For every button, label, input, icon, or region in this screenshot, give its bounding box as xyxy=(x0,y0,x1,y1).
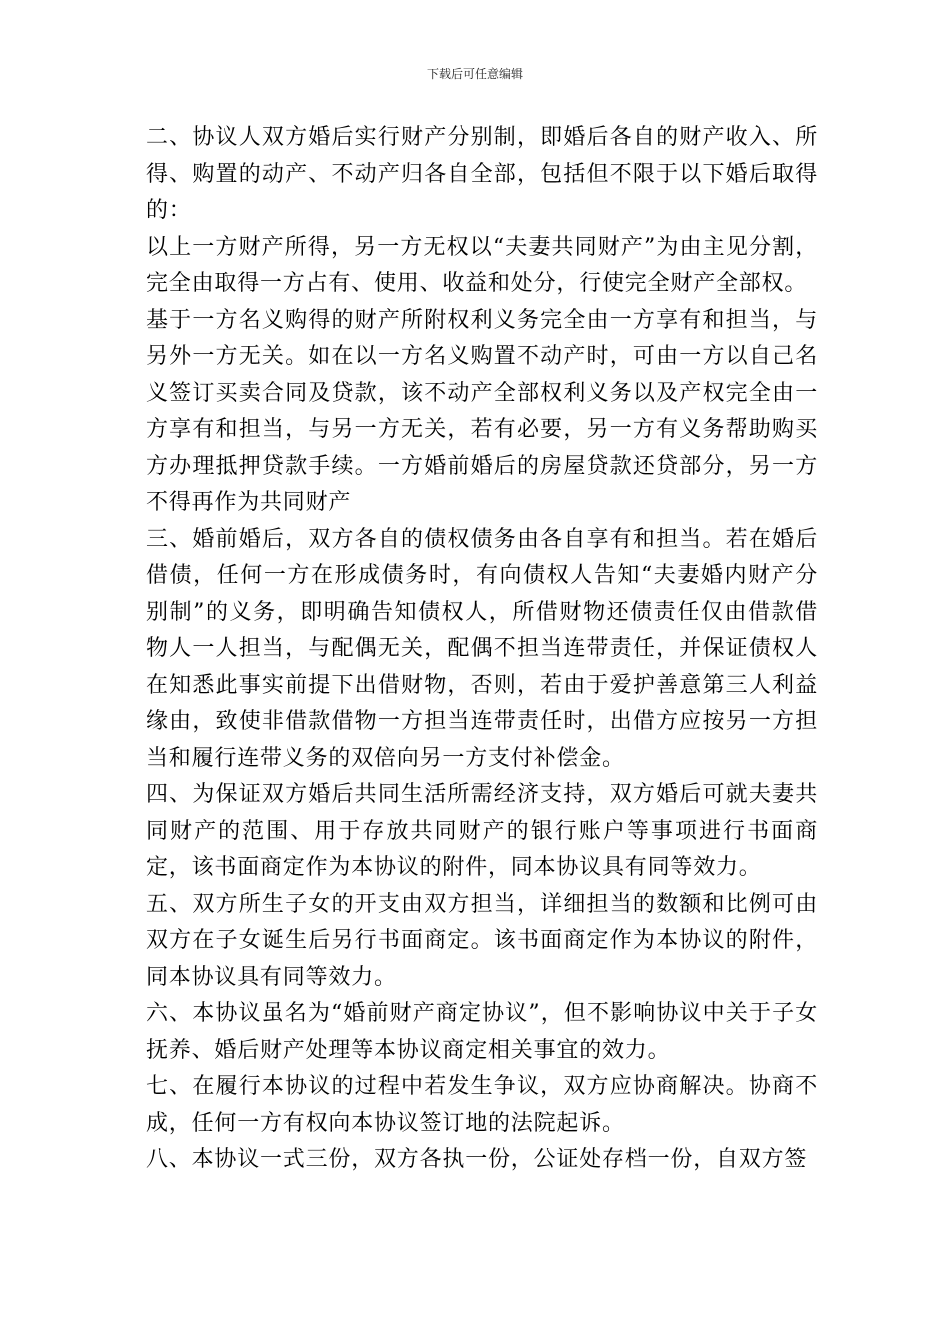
paragraph-clause-8: 八、本协议一式三份，双方各执一份，公证处存档一份，自双方签 xyxy=(146,1147,808,1172)
document-body xyxy=(146,120,818,1179)
paragraph-clause-2: 二、协议人双方婚后实行财产分别制，即婚后各自的财产收入、所得、购置的动产、不动产归各自全部，包括但不限于以下婚后取得的： xyxy=(146,125,818,223)
paragraph-clause-4: 四、为保证双方婚后共同生活所需经济支持，双方婚后可就夫妻共同财产的范围、用于存放共同财产的银行账户等事项进行书面商定，该书面商定作为本协议的附件，同本协议具有同等效力。 xyxy=(146,782,818,880)
paragraph-clause-7: 七、在履行本协议的过程中若发生争议，双方应协商解决。协商不成，任何一方有权向本协议签订地的法院起诉。 xyxy=(146,1074,818,1136)
paragraph-clause-5: 五、双方所生子女的开支由双方担当，详细担当的数额和比例可由双方在子女诞生后另行书面商定。该书面商定作为本协议的附件，同本协议具有同等效力。 xyxy=(146,891,818,990)
paragraph-clause-2-property-rights: 以上一方财产所得，另一方无权以“夫妻共同财产”为由主见分割，完全由取得一方占有、使用、收益和处分，行使完全财产全部权。 xyxy=(146,234,818,296)
paragraph-clause-2-named-purchases: 基于一方名义购得的财产所附权利义务完全由一方享有和担当，与另外一方无关。如在以一方名义购置不动产时，可由一方以自己名义签订买卖合同及贷款，该不动产全部权利义务以及产权完全由一方享有和担当，与另一方无关，若有必要，另一方有义务帮助购买方办理抵押贷款手续。一方婚前婚后的房屋贷款还贷部分，另一方不得再作为共同财产 xyxy=(146,307,818,515)
page-header: 下载后可任意编辑 xyxy=(426,67,523,81)
paragraph-clause-6: 六、本协议虽名为“婚前财产商定协议”，但不影响协议中关于子女抚养、婚后财产处理等本协议商定相关事宜的效力。 xyxy=(146,1001,818,1063)
paragraph-clause-3: 三、婚前婚后，双方各自的债权债务由各自享有和担当。若在婚后借债，任何一方在形成债务时，有向债权人告知“夫妻婚内财产分别制”的义务，即明确告知债权人，所借财物还债责任仅由借款借物人一人担当，与配偶无关，配偶不担当连带责任，并保证债权人在知悉此事实前提下出借财物，否则，若由于爱护善意第三人利益缘由，致使非借款借物一方担当连带责任时，出借方应按另一方担当和履行连带义务的双倍向另一方支付补偿金。 xyxy=(146,526,818,771)
